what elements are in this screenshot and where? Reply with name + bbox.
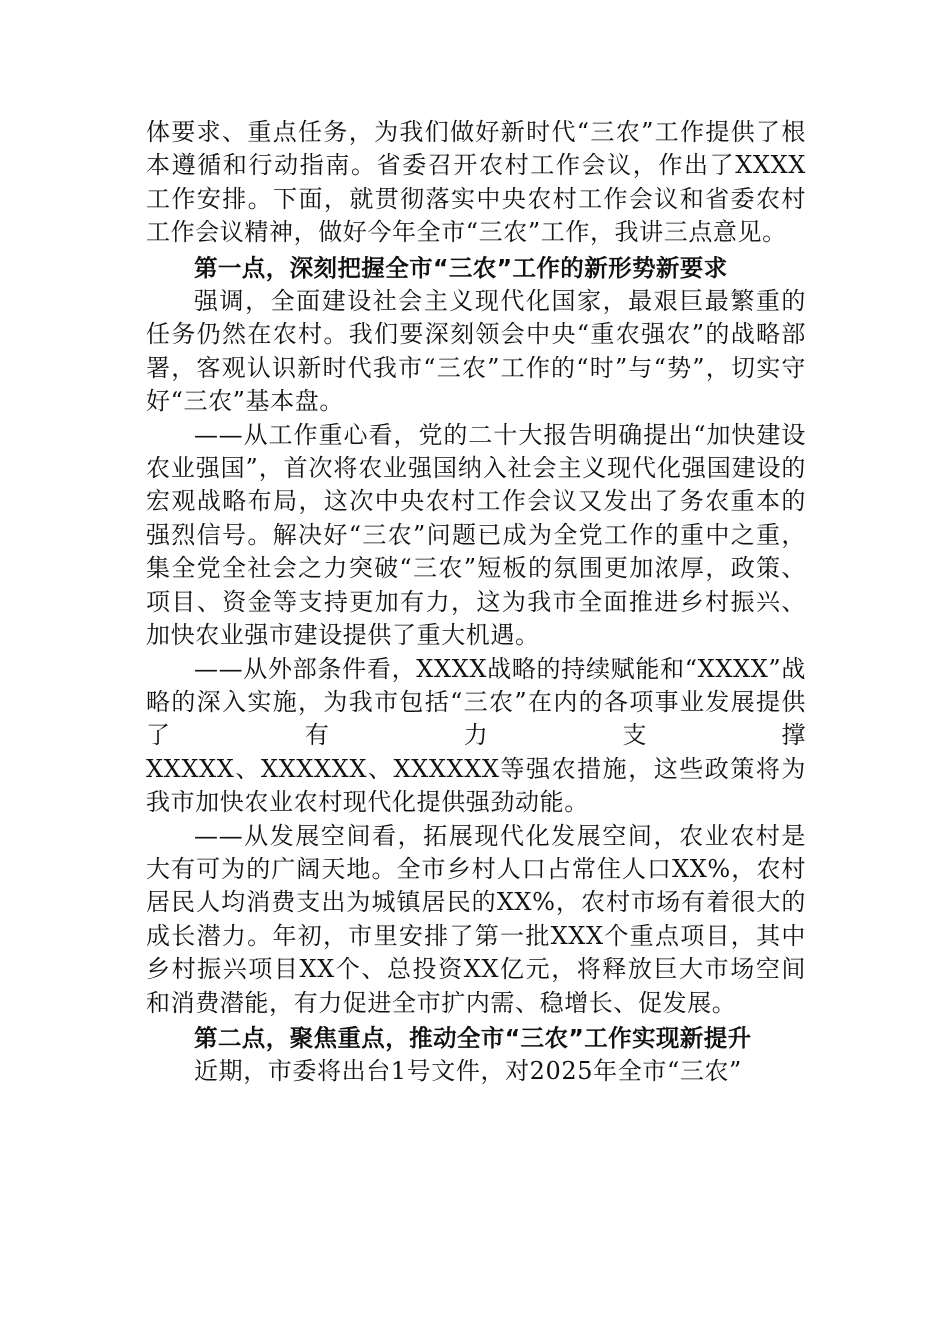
section-heading-1: 第一点，深刻把握全市“三农”工作的新形势新要求 [194, 253, 728, 282]
paragraph-intro: 体要求、重点任务，为我们做好新时代“三农”工作提供了根本遵循和行动指南。省委召开农村工作会议，作出了XXXX工作安排。下面，就贯彻落实中央农村工作会议和省委农村工作会议精神，做好今年全市“三农”工作，我讲三点意见。 [146, 118, 806, 247]
paragraph-section2-intro: 近期，市委将出台1号文件，对2025年全市“三农” [194, 1057, 742, 1086]
section-heading-2: 第二点，聚焦重点，推动全市“三农”工作实现新提升 [194, 1023, 752, 1052]
paragraph-development-space: ——从发展空间看，拓展现代化发展空间，农业农村是大有可为的广阔天地。全市乡村人口占常住人口XX%，农村居民人均消费支出为城镇居民的XX%，农村市场有着很大的成长潜力。年初，市里安排了第一批XXX个重点项目，其中乡村振兴项目XX个、总投资XX亿元，将释放巨大市场空间和消费潜能，有力促进全市扩内需、稳增长、促发展。 [146, 821, 806, 1017]
paragraph-external-conditions: ——从外部条件看，XXXX战略的持续赋能和“XXXX”战略的深入实施，为我市包括“三农”在内的各项事业发展提供了有力支撑 [146, 654, 806, 750]
document-body [146, 116, 806, 1089]
paragraph-external-conditions-cont: XXXXX、XXXXXX、XXXXXX等强农措施，这些政策将为我市加快农业农村现代化提供强劲动能。 [146, 754, 806, 817]
paragraph-section1-intro: 强调，全面建设社会主义现代化国家，最艰巨最繁重的任务仍然在农村。我们要深刻领会中央“重农强农”的战略部署，客观认识新时代我市“三农”工作的“时”与“势”，切实守好“三农”基本盘。 [146, 287, 806, 416]
paragraph-work-focus: ——从工作重心看，党的二十大报告明确提出“加快建设农业强国”，首次将农业强国纳入社会主义现代化强国建设的宏观战略布局，这次中央农村工作会议又发出了务农重本的强烈信号。解决好“三农”问题已成为全党工作的重中之重，集全党全社会之力突破“三农”短板的氛围更加浓厚，政策、项目、资金等支持更加有力，这为我市全面推进乡村振兴、加快农业强市建设提供了重大机遇。 [146, 420, 806, 650]
